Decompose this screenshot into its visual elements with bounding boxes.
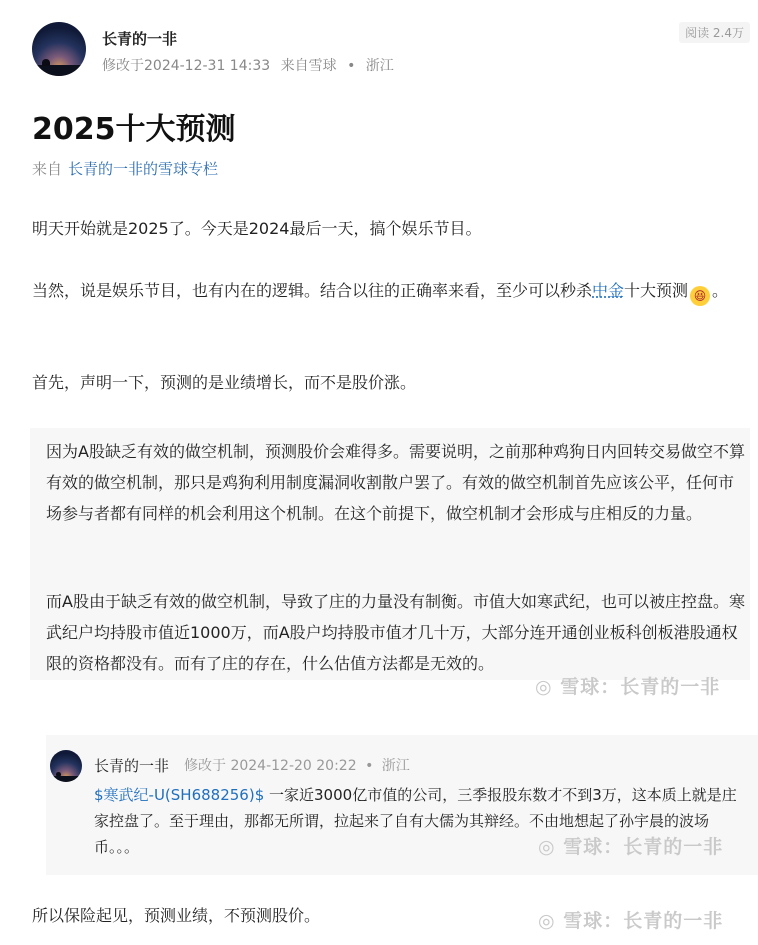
- paragraph-2-text-after: 十大预测: [624, 281, 689, 300]
- repost-text: 一家近3000亿市值的公司，三季报股东数才不到3万，这本质上就是庄家控盘了。至于理由，那都无所谓，拉起来了自有大儒为其辩经。不由地想起了孙宇晨的波场币。。。: [94, 786, 737, 856]
- zhongjin-link[interactable]: 中金: [592, 281, 625, 300]
- watermark-2: [538, 832, 723, 859]
- closing-paragraph: 所以保险起见，预测业绩，不预测股价。: [32, 906, 321, 925]
- avatar-tree: [42, 59, 51, 67]
- xueqiu-snowball-icon: ◎: [535, 676, 553, 698]
- paragraph-2: [32, 275, 752, 306]
- watermark-1: [535, 672, 720, 699]
- watermark-3: [538, 906, 723, 933]
- repost-author-name[interactable]: 长青的一非: [94, 757, 170, 775]
- xueqiu-snowball-icon: ◎: [538, 910, 556, 932]
- meta-dot: •: [365, 758, 374, 774]
- watermark-text: 雪球：长青的一非: [563, 910, 724, 932]
- modified-time: 修改于2024-12-31 14:33: [102, 58, 271, 74]
- quote-paragraph-1: 因为A股缺乏有效的做空机制，预测股价会难得多。需要说明，之前那种鸡狗日内回转交易做空不算有效的做空机制，那只是鸡狗利用制度漏洞收割散户罢了。有效的做空机制首先应该公平，任何市场参与者都有同样的机会利用这个机制。在这个前提下，做空机制才会形成与庄相反的力量。: [46, 442, 745, 523]
- repost-modified-time: 修改于 2024-12-20 20:22: [184, 758, 357, 774]
- column-source: [32, 158, 218, 179]
- xueqiu-snowball-icon: ◎: [538, 836, 556, 858]
- from-label: 来自: [32, 160, 63, 178]
- stock-link-cambricon[interactable]: $寒武纪-U(SH688256)$: [94, 786, 265, 804]
- avatar-ground: [50, 776, 82, 782]
- repost-meta: [184, 755, 410, 775]
- paragraph-1: 明天开始就是2025了。今天是2024最后一天，搞个娱乐节目。: [32, 219, 482, 238]
- source-label: 来自雪球: [280, 58, 337, 74]
- paragraph-2-text: 当然，说是娱乐节目，也有内在的逻辑。结合以往的正确率来看，至少可以秒杀: [32, 281, 593, 300]
- repost-author-avatar[interactable]: [50, 750, 82, 782]
- repost-location: 浙江: [381, 758, 410, 774]
- article-title: 2025十大预测: [32, 112, 236, 147]
- quote-paragraph-2: 而A股由于缺乏有效的做空机制，导致了庄的力量没有制衡。市值大如寒武纪，也可以被庄控盘。寒武纪户均持股市值近1000万，而A股户均持股市值才几十万，大部分连开通创业板科创板港股通权限的资格都没有。而有了庄的存在，什么估值方法都是无效的。: [46, 592, 745, 673]
- read-count-badge: 阅读 2.4万: [679, 22, 750, 43]
- avatar-ground: [32, 65, 86, 76]
- paragraph-2-tail: 。: [712, 281, 729, 300]
- avatar-tree: [56, 772, 61, 776]
- meta-dot: •: [347, 58, 356, 74]
- watermark-text: 雪球：长青的一非: [563, 836, 724, 858]
- post-meta: [102, 55, 400, 75]
- location-label: 浙江: [365, 58, 394, 74]
- watermark-text: 雪球：长青的一非: [560, 676, 721, 698]
- laughing-emoji-icon: 😆: [690, 286, 710, 306]
- author-name[interactable]: 长青的一非: [102, 30, 178, 48]
- author-avatar[interactable]: [32, 22, 86, 76]
- column-link[interactable]: 长青的一非的雪球专栏: [68, 160, 219, 178]
- paragraph-3: 首先，声明一下，预测的是业绩增长，而不是股价涨。: [32, 373, 417, 392]
